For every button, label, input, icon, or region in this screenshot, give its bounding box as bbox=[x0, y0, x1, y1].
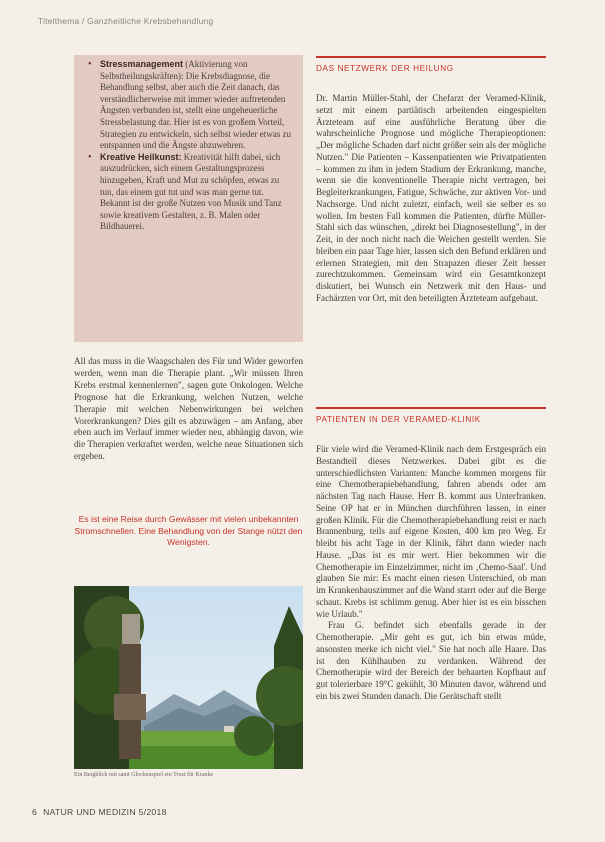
page-number: 6 bbox=[32, 807, 38, 817]
running-head: Titelthema / Ganzheitliche Krebsbehandlung bbox=[38, 16, 214, 26]
photo-caption: Ein Bergblick mit samt Glockenspiel ein Trost für Kranke bbox=[74, 772, 214, 778]
paragraph: Dr. Martin Müller-Stahl, der Chefarzt der Veramed-Klinik, setzt mit einem partiätisch arbeitenden eingespielten Ärzteteam auf eine ausführliche Beratung über die wahrscheinliche Prognose und mögliche Therapieoptionen: „Der mögliche Schaden darf nicht größer sein als der mögliche Nutzen." Die Patienten – Kassenpatienten wie Privatpatienten – kommen zu ihm in jedem Stadium der Erkrankung, manche, wenn sie die konventionelle Therapie nicht vertragen, bei Begleiterkrankungen, Fatigue, Schwäche, zur aktiven Vor- und Nachsorge. Und nicht zuletzt, einfach, weil sie selber es so wollen. Im besten Fall kommen die Patienten, dürfte Müller-Stahl sich das wünschen, „direkt bei Diagnosestellung", in der Zeit, in der noch nicht nach die Weichen gestellt werden. Sie bleiben ein paar Tage hier, lassen sich den Befund erklären und erlernen Strategien, mit den Strapazen dieser Zeit besser zurechtzukommen. Gemeinsam wird ein Gesamtkonzept diskutiert, bei Wunsch ein Netzwerk mit den Haus- und Fachärzten vor Ort, mit den beteiligten Ärzteteam aufgebaut. bbox=[316, 93, 546, 303]
item-label: Stressmanagement bbox=[100, 59, 184, 69]
item-text: (Aktivierung von Selbstheilungskräften): Die Krebsdiagnose, die Behandlung selbst, aber auch die Zeit danach, das verständlicherweise mit immer wieder auftretenden Ängsten verbunden ist, stellt eine ungeheuerliche Stressbelastung dar. Hier ist es von großem Vorteil, Strategien zu entwickeln, sich selbst wieder etwas zu entspannen und die Ängste abzuwehren. bbox=[100, 59, 291, 151]
list-item bbox=[88, 152, 293, 233]
pull-quote: Es ist eine Reise durch Gewässer mit vielen unbekannten Stromschnellen. Eine Behandlung von der Stange nützt den Wenigsten. bbox=[74, 514, 303, 548]
section-text bbox=[316, 93, 546, 305]
info-list bbox=[74, 55, 303, 233]
left-body-text bbox=[74, 356, 303, 463]
photo-mountain-view bbox=[74, 586, 303, 769]
paragraph: Für viele wird die Veramed-Klinik nach dem Erstgespräch ein Bestandteil dieses Netzwerkes. Dabei gibt es die unterschiedlichsten Varianten: Manche kommen morgens für eine Chemotherapiebehandlung, fahren abends oder am nächsten Tag nach Hause. Herr B. kommt aus Unterfranken. Seine OP hat er in München durchführen lassen, in einer großen Klinik. Für die Chemotherapiebehandlung reist er nach Brannenburg, teils auf eigene Kosten, 400 km pro Weg. Er bleibt bis acht Tage in der Klinik, fährt dann wieder nach Hause. „Das ist es mir wert. Hier bekommen wir die Chemotherapie im Einzelzimmer, nicht im ‚Chemo-Saal'. Und glauben Sie mir: Es macht einen riesen Unterschied, ob man im Krankenhauszimmer auf die Wand starrt oder auf die Berge schaut. Krebs ist schlimm genug. Aber hier ist es ein bisschen wie Urlaub." bbox=[316, 444, 546, 619]
section-network bbox=[316, 56, 546, 305]
section-heading: PATIENTEN IN DER VERAMED-KLINIK bbox=[316, 407, 546, 424]
page-folio bbox=[32, 807, 167, 817]
section-patients bbox=[316, 407, 546, 703]
magazine-issue: NATUR UND MEDIZIN 5/2018 bbox=[43, 807, 167, 817]
photo-illustration bbox=[74, 586, 303, 769]
paragraph: All das muss in die Waagschalen des Für und Wider geworfen werden, wenn man die Therapie plant. „Wir müssen Ihren Krebs erstmal kennenlernen", sagen gute Onkologen. Welche Prognose hat die Erkrankung, welchen Nutzen, welche Therapie mit welchen Nebenwirkungen bei welchen Vorerkrankungen? Dies gilt es abzuwägen – am Anfang, aber eben auch im Verlauf immer wieder neu, abhängig davon, wie die Therapien verkraftet werden, welche neue Situationen sich ergeben. bbox=[74, 356, 303, 462]
section-text bbox=[316, 444, 546, 703]
item-text: Kreativität hilft dabei, sich auszudrücken, sich einem Gestaltungsprozess hinzugeben, Kraft und Mut zu schöpfen, etwas zu tun, das einem gut tut und was man gerne tut. Bekannt ist der große Nutzen von Musik und Tanz sowie kreativem Gestalten, z. B. Malen oder Bildhauerei. bbox=[100, 151, 282, 232]
section-heading: DAS NETZWERK DER HEILUNG bbox=[316, 56, 546, 73]
paragraph: Frau G. befindet sich ebenfalls gerade in der Chemotherapie. „Mir geht es gut, ich bin etwas müde, ansonsten merke ich nicht viel." Sie hat noch alle Haare. Das ist den Kühlhauben zu verdanken. Während der Chemotherapie wird der Bereich der behaarten Kopfhaut auf gut tolerierbare 19°C gekühlt, 30 Minuten davor, während und ein bis zwei Stunden danach. Die Gerätschaft stellt bbox=[316, 620, 546, 701]
item-label: Kreative Heilkunst: bbox=[100, 151, 182, 162]
list-item bbox=[88, 59, 293, 152]
info-box bbox=[74, 55, 303, 342]
